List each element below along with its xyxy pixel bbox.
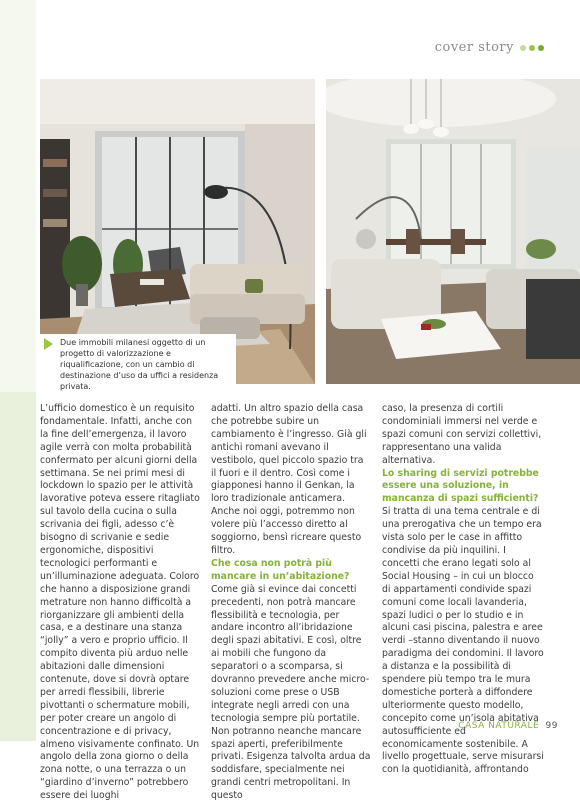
paragraph: Si tratta di una tema centrale e di una prerogativa che un tempo era vista solo per le case in affitto condivise da più inquilini. I concetti che erano legati solo al Social Housing – in cui un blocco di appartamenti condivide spazi comuni come locali lavanderia, spazi ludici o per lo studio e in alcuni casi piscina, palestra e aree verdi –stanno diventando il nuovo paradigma dei condomini. Il lavoro a distanza e la possibilità di spendere più tempo tra le mura domestiche porterà a diffondere ulteriormente questo modello, concepito come un’isola abitativa autosufficiente ed economicamente sostenibile. A livello progettuale, serve misurarsi con la quotidianità, affrontando [382, 506, 544, 776]
page-margin-band-green [0, 392, 36, 741]
photo-caption [40, 334, 236, 396]
dot-icon [538, 45, 544, 51]
page-number: 99 [545, 721, 558, 731]
dot-icon [529, 45, 535, 51]
article-column-1 [40, 403, 200, 803]
paragraph: L’ufficio domestico è un requisito fondamentale. Infatti, anche con la fine dell’emergenza, il lavoro agile verrà con molta probabilità confermato per alcuni giorni della settimana. Se nei primi mesi di lockdown lo spazio per le attività lavorative poteva essere ritagliato sul tavolo della cucina o sulla scrivania dei figli, adesso c’è bisogno di scrivanie e sedie ergonomiche, dispositivi tecnologici performanti e un’illuminazione adeguata. Coloro che hanno a disposizione grandi metrature non hanno difficoltà a riorganizzare gli ambienti della casa, e a destinare una stanza “jolly” a vero e proprio ufficio. Il compito diventa più arduo nelle abitazioni dalle dimensioni contenute, dove si dovrà optare per arredi flessibili, librerie pivottanti o schermature mobili, per poter creare un angolo di concentrazione e di privacy, almeno visivamente confinato. Un angolo della zona giorno o della zona notte, o una terrazza o un “giardino d’inverno” potrebbero essere dei luoghi [40, 403, 200, 802]
paragraph: Come già si evince dai concetti precedenti, non potrà mancare flessibilità e tecnologia, per andare incontro all’ibridazione degli spazi abitativi. E così, oltre ai mobili che fungono da separatori o a scomparsa, si dovranno prevedere anche micro-soluzioni come prese o USB integrate negli arredi con una tecnologia sempre più portatile. Non potranno neanche mancare spazi aperti, preferibilmente privati. Esigenza talvolta ardua da soddisfare, specialmente nei grandi centri metropolitani. In questo [211, 583, 371, 802]
article-column-2 [211, 403, 371, 803]
section-header [435, 40, 544, 55]
header-dots [520, 45, 544, 51]
section-title: cover story [434, 40, 514, 55]
subheading: Che cosa non potrà più mancare in un’abitazione? [211, 557, 350, 582]
paragraph: caso, la presenza di cortili condominiali immersi nel verde e spazi comuni con servizi collettivi, rappresentano una valida alternativa. [382, 403, 542, 466]
page-margin-band [0, 0, 36, 392]
page-footer [458, 721, 558, 731]
paragraph: adatti. Un altro spazio della casa che potrebbe subire un cambiamento è l’ingresso. Già gli antichi romani avevano il vestibolo, quel piccolo spazio tra il fuori e il dentro. Così come i giapponesi hanno il Genkan, la loro tradizionale anticamera. Anche noi oggi, potremmo non volere più l’accesso diretto al soggiorno, bensì ricreare questo filtro. [211, 403, 367, 556]
subheading: Lo sharing di servizi potrebbe essere una soluzione, in mancanza di spazi sufficienti? [382, 467, 539, 505]
dot-icon [520, 45, 526, 51]
photo-living-room-right [326, 79, 580, 384]
caption-text: Due immobili milanesi oggetto di un progetto di valorizzazione e riqualificazione, con un cambio di destinazione d’uso da uffici a residenza privata. [60, 338, 219, 391]
caption-arrow-icon [44, 338, 53, 350]
magazine-name: CASA NATURALE [458, 721, 540, 731]
